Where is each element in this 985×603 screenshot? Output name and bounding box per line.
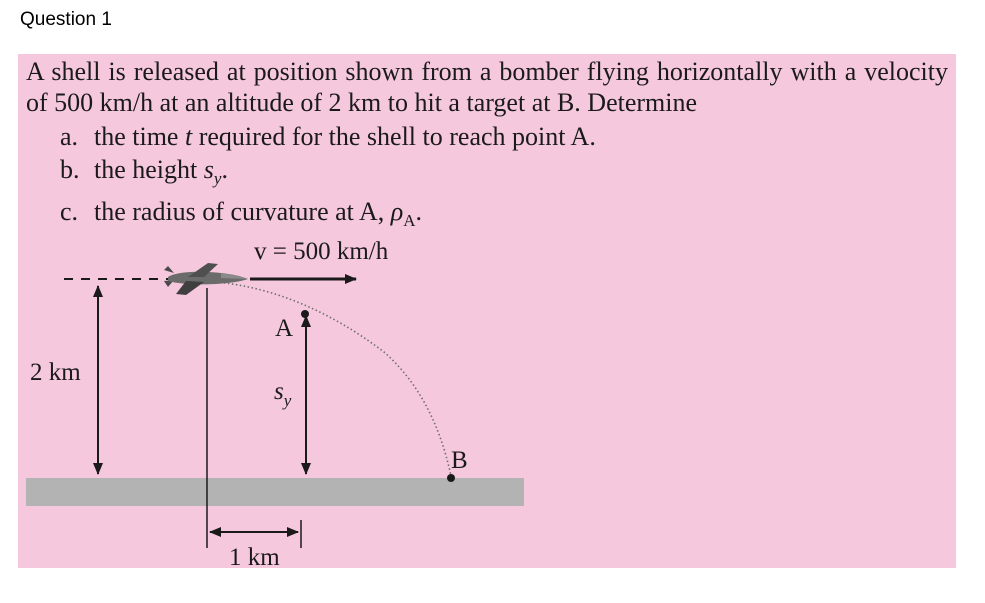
height-subscript: y: [283, 391, 292, 410]
altitude-label: 2 km: [30, 359, 81, 386]
ground-strip: [26, 478, 524, 506]
part-c-label: c.: [60, 197, 79, 226]
part-c-subscript: A: [403, 211, 416, 230]
target-b-marker: [447, 474, 455, 482]
problem-statement: A shell is released at position shown from a bomber flying horizontally with a velocity of 500 km/h at an altitude of 2 km to hit a target at B. Determine: [26, 57, 948, 117]
velocity-label: v = 500 km/h: [254, 238, 389, 265]
part-c-text-before: the radius of curvature at A,: [94, 197, 385, 226]
bomber-icon: [164, 263, 248, 295]
point-a-label: A: [275, 315, 294, 342]
projectile-diagram: [18, 54, 956, 568]
part-b-text-before: the height: [94, 155, 198, 184]
shell-trajectory: [216, 282, 451, 476]
part-b-symbol: s: [203, 155, 214, 184]
part-b-text-after: .: [221, 155, 228, 184]
part-a-text-before: the time: [94, 122, 179, 151]
part-a-text-after: required for the shell to reach point A.: [198, 122, 596, 151]
distance-label: 1 km: [229, 544, 280, 568]
question-heading: Question 1: [20, 9, 112, 30]
part-b-subscript: y: [213, 169, 222, 188]
part-b-label: b.: [60, 155, 80, 184]
problem-panel: [18, 54, 956, 568]
part-c-symbol: ρ: [390, 197, 404, 226]
target-b-label: B: [451, 447, 468, 474]
part-c-text-after: .: [415, 197, 422, 226]
part-a-label: a.: [60, 122, 79, 151]
part-a-symbol: t: [184, 122, 193, 151]
height-symbol: s: [274, 378, 284, 405]
point-a-marker: [301, 310, 309, 318]
height-symbol-label: [274, 378, 292, 410]
